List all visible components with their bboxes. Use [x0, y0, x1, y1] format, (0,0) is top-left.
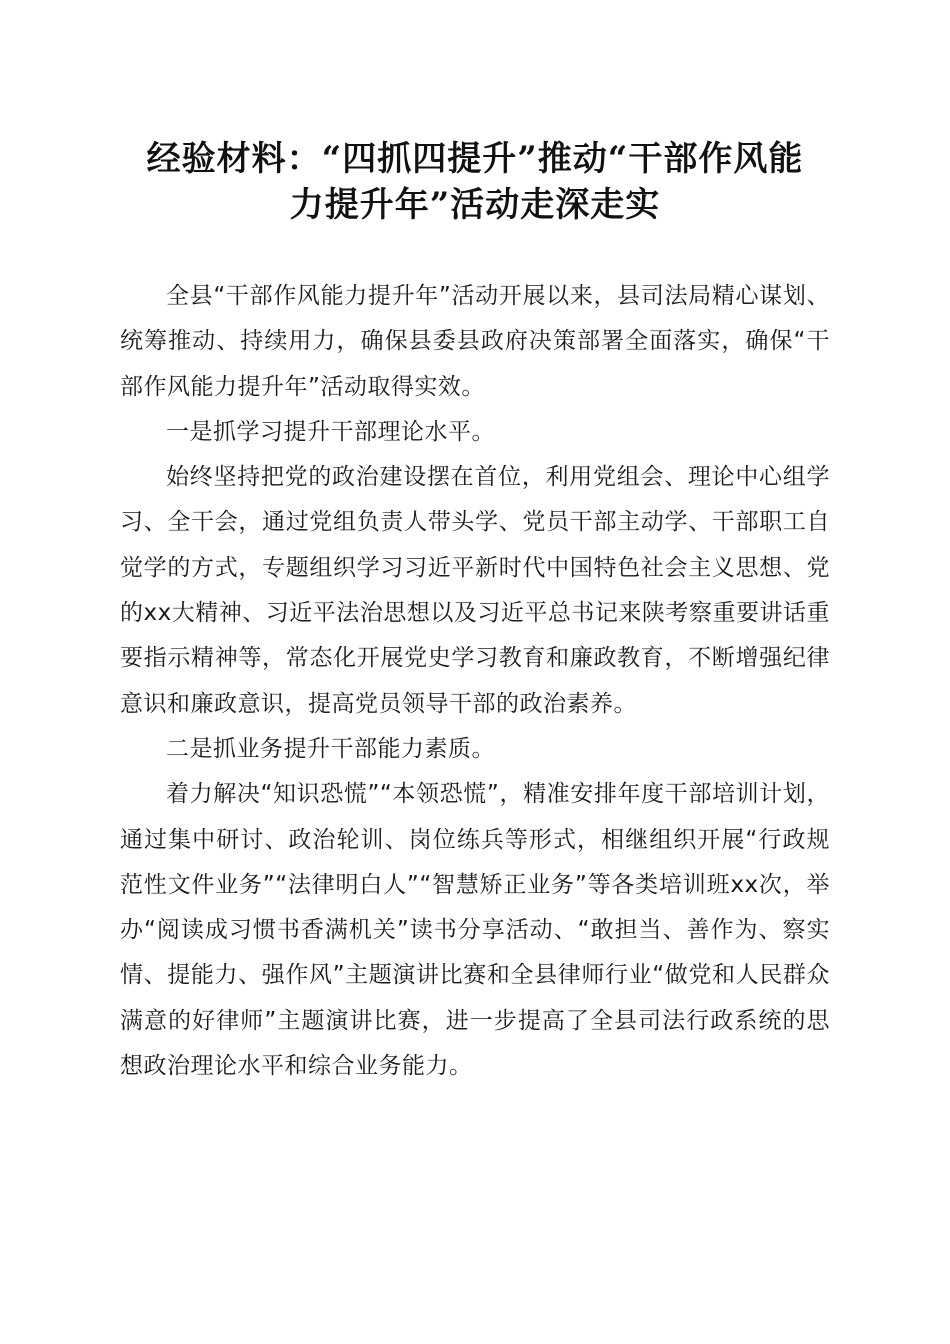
- section-1-paragraph: 始终坚持把党的政治建设摆在首位，利用党组会、理论中心组学习、全干会，通过党组负责人带头学、党员干部主动学、干部职工自觉学的方式，专题组织学习习近平新时代中国特色社会主义思想、党的xx大精神、习近平法治思想以及习近平总书记来陕考察重要讲话重要指示精神等，常态化开展党史学习教育和廉政教育，不断增强纪律意识和廉政意识，提高党员领导干部的政治素养。: [120, 464, 830, 717]
- section-heading-2: 二是抓业务提升干部能力素质。: [166, 735, 495, 762]
- intro-paragraph: 全县“干部作风能力提升年”活动开展以来，县司法局精心谋划、统筹推动、持续用力，确保县委县政府决策部署全面落实，确保“干部作风能力提升年”活动取得实效。: [120, 283, 830, 400]
- document-body: [120, 274, 830, 1089]
- document-title: [100, 136, 850, 228]
- section-heading-1: 一是抓学习提升干部理论水平。: [166, 418, 495, 445]
- title-line-1: 经验材料：“四抓四提升”推动“干部作风能: [146, 139, 804, 179]
- title-line-2: 力提升年”活动走深走实: [289, 185, 661, 225]
- section-2-paragraph: 着力解决“知识恐慌”“本领恐慌”，精准安排年度干部培训计划，通过集中研讨、政治轮训、岗位练兵等形式，相继组织开展“行政规范性文件业务”“法律明白人”“智慧矫正业务”等各类培训班xx次，举办“阅读成习惯书香满机关”读书分享活动、“敢担当、善作为、察实情、提能力、强作风”主题演讲比赛和全县律师行业“做党和人民群众满意的好律师”主题演讲比赛，进一步提高了全县司法行政系统的思想政治理论水平和综合业务能力。: [120, 781, 830, 1080]
